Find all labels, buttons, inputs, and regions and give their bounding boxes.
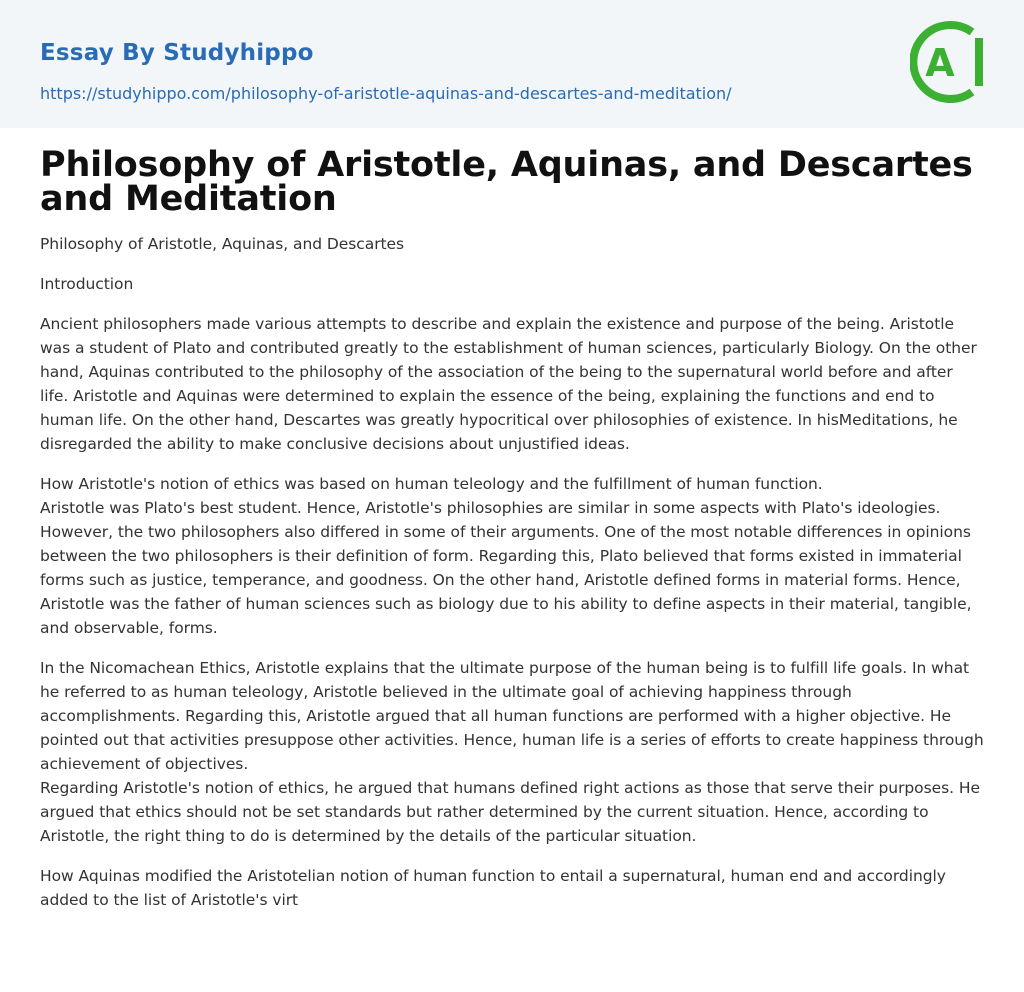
essay-paragraph: In the Nicomachean Ethics, Aristotle explains that the ultimate purpose of the human being is to fulfill life goals. In what he referred to as human teleology, Aristotle believed in the ultimate goal of achieving happiness through accomplishments. Regarding this, Aristotle argued that all human functions are performed with a higher objective. He pointed out that activities presuppose other activities. Hence, human life is a series of efforts to create happiness through achievement of objectives. — [40, 659, 984, 773]
site-header — [0, 0, 1024, 128]
essay-section-heading: Introduction — [40, 275, 134, 293]
essay-question-heading: How Aristotle's notion of ethics was based on human teleology and the fulfillment of human function. — [40, 475, 823, 493]
essay-subtitle: Philosophy of Aristotle, Aquinas, and Descartes — [40, 235, 405, 253]
essay-url-link[interactable]: https://studyhippo.com/philosophy-of-aristotle-aquinas-and-descartes-and-meditation/ — [40, 84, 732, 103]
circle-a-logo-icon[interactable] — [910, 18, 988, 106]
page-title: Philosophy of Aristotle, Aquinas, and Descartes and Meditation — [40, 145, 973, 219]
essay-body — [40, 232, 984, 912]
essay-question-heading: How Aquinas modified the Aristotelian notion of human function to entail a supernatural, human end and accordingly added to the list of Aristotle's virt — [40, 867, 946, 909]
essay-paragraph: Regarding Aristotle's notion of ethics, he argued that humans defined right actions as those that serve their purposes. He argued that ethics should not be set standards but rather determined by the current situation. Hence, according to Aristotle, the right thing to do is determined by the details of the particular situation. — [40, 779, 980, 845]
site-name[interactable]: Essay By Studyhippo — [40, 40, 314, 66]
essay-paragraph: Ancient philosophers made various attempts to describe and explain the existence and purpose of the being. Aristotle was a student of Plato and contributed greatly to the establishment of human sciences, particularly Biology. On the other hand, Aquinas contributed to the philosophy of the association of the being to the supernatural world before and after life. Aristotle and Aquinas were determined to explain the essence of the being, explaining the functions and end to human life. On the other hand, Descartes was greatly hypocritical over philosophies of existence. In hisMeditations, he disregarded the ability to make conclusive decisions about unjustified ideas. — [40, 315, 977, 453]
main-content — [0, 145, 1024, 912]
logo-letter: A — [925, 41, 955, 85]
essay-paragraph: Aristotle was Plato's best student. Hence, Aristotle's philosophies are similar in some aspects with Plato's ideologies. However, the two philosophers also differed in some of their arguments. One of the most notable differences in opinions between the two philosophers is their definition of form. Regarding this, Plato believed that forms existed in immaterial forms such as justice, temperance, and goodness. On the other hand, Aristotle defined forms in material forms. Hence, Aristotle was the father of human sciences such as biology due to his ability to define aspects in their material, tangible, and observable, forms. — [40, 499, 972, 637]
